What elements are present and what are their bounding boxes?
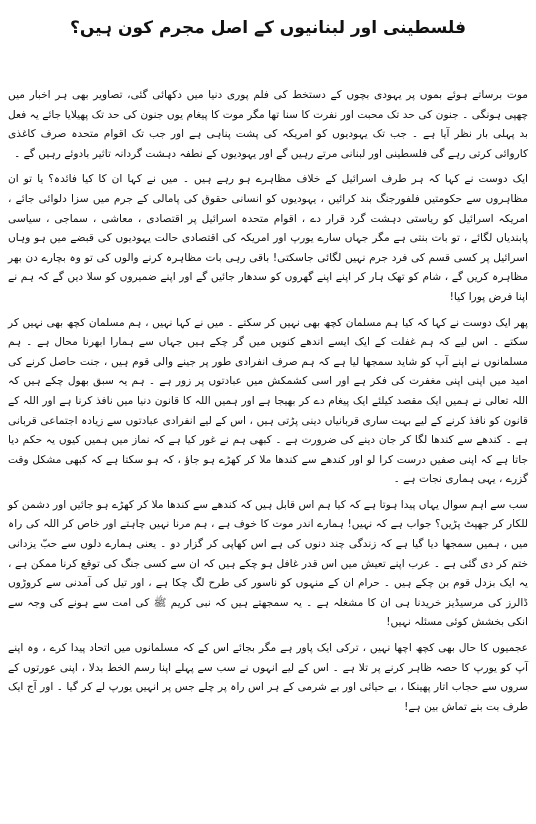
article-paragraph: موت برساتے ہوئے بموں پر یہودی بچوں کے دستخط کی فلم پوری دنیا میں دکھائی گئی، تصاویر بھی ہر اخبار میں چھپی ہونگی ۔ جنون کی حد تک محبت اور نفرت کا سنا تھا مگر موت کا پیغام یوں جنون کی حد تک پھیلایا جائے یہ فعل بد پہلی بار نظر آیا ہے ۔ جب تک یہودیوں کو امریکہ کی پشت پناہی ہے اور جب تک اقوام متحدہ صرف کاغذی کاروائی کرتی رہے گی فلسطینی اور لبنانی مرتے رہیں گے اور یہودیوں کے نطفہ دہشت گردانہ تاثیر بادوئے رہیں گے ۔ <box>8 89 528 160</box>
article-paragraph: سب سے اہم سوال یہاں پیدا ہوتا ہے کہ کیا ہم اس قابل ہیں کہ کندھے سے کندھا ملا کر کھڑے ہو جائیں اور دشمن کو للکار کر جھپٹ پڑیں؟ جواب ہے کہ نہیں! ہمارے اندر موت کا خوف ہے ، ہم مرنا نہیں چاہتے اور خاص کر اللہ کی راہ میں ، ہمیں سمجھا دیا گیا ہے کہ زندگی چند دنوں کی ہے اس کھاپی کر گزار دو ۔ یعنی ہمارے دلوں سے حبّ یزدانی ختم کر دی گئی ہے ۔ عرب اپنے تعیش میں اس قدر غافل ہو چکے ہیں کہ ان سے کسی جنگ کی توقع کرنا ممکن ہے ، یہ ایک بزدل قوم بن چکے ہیں ۔ حرام ان کے منہوں کو ناسور کی طرح لگ چکا ہے ، اور تیل کی آمدنی سے کروڑوں ڈالرز کی مرسیڈیز خریدنا ہی ان کا مشغلہ ہے ۔ یہ سمجھتے ہیں کہ نبی کریم ﷺ کی امت سے ہونے کی وجہ سے انکی بخشش کوئی مسئلہ نہیں! <box>8 498 528 629</box>
article-title: فلسطینی اور لبنانیوں کے اصل مجرم کون ہیں؟ <box>70 18 466 38</box>
article-paragraph: عجمیوں کا حال بھی کچھ اچھا نہیں ، ترکی ایک پاور ہے مگر بجائے اس کے کہ مسلمانوں میں اتحاد پیدا کرے ، وہ اپنے آپ کو یورپ کا حصہ ظاہر کرنے پر تلا ہے ۔ اس کے لیے انہوں نے سب سے پہلے اپنا رسم الخط بدلا ، اپنی عورتوں کے سروں سے حجاب اتار پھینکا ، بے حیائی اور بے شرمی کے ہر اس راہ پر چلے جس پر انہیں یورپ لے کر گیا ۔ اور آج ایک طرف بت بنے تماش بین ہے! <box>8 642 528 713</box>
article-paragraph: پھر ایک دوست نے کہا کہ کیا ہم مسلمان کچھ بھی نہیں کر سکتے ۔ میں نے کہا نہیں ، ہم مسلمان کچھ بھی نہیں کر سکتے ۔ اس لیے کہ ہم غفلت کے ایک ایسے اندھے کنویں میں گر چکے ہیں جہاں سے ہمارا ابھرنا محال ہے ۔ ہم مسلمانوں نے اپنے آپ کو شاید سمجھا لیا ہے کہ ہم صرف انفرادی طور پر جینے والی قوم ہیں ، جنت حاصل کرنے کی امید میں اپنی اپنی مغفرت کی فکر ہے اور اسی کشمکش میں عبادتوں پر زور ہے ۔ ہم یہ سبق بھول چکے ہیں کہ اللہ تعالی نے ہمیں ایک مقصد کیلئے ایک پیغام دے کر بھیجا ہے اور ہمیں اللہ کا قانون دنیا میں نافذ کرنا ہے اور اللہ کے قانون کو نافذ کرنے کے لیے بہت ساری قربانیاں دینی پڑتی ہیں ، اس کے لیے انفرادی عبادتوں سے زیادہ اجتماعی قربانی ہے ۔ کندھے سے کندھا لگا کر جان دینے کی ضرورت ہے ۔ کبھی ہم نے غور کیا ہے کہ نماز میں ہمیں کیوں یہ حکم دیا جاتا ہے کہ اپنی صفیں درست کرا لو اور کندھے سے کندھا ملا کر کھڑے ہو جاؤ ، کہ ہو سکتا ہے کہ کبھی مشکل وقت گزرے ، یہی ہماری نجات ہے ۔ <box>8 316 528 486</box>
article-page <box>8 8 528 818</box>
article-paragraph: ایک دوست نے کہا کہ ہر طرف اسرائیل کے خلاف مظاہرے ہو رہے ہیں ۔ میں نے کہا ان کا کیا فائدہ؟ یا تو ان مظاہروں سے حکومتیں فلفورجنگ بند کرائیں ، یہودیوں کو انسانی حقوق کی پامالی کے جرم میں سزا دلوائی جائے ، امریکہ اسرائیل کو ریاستی دہشت گرد قرار دے ، اقوام متحدہ اسرائیل پر اقتصادی ، معاشی ، سماجی ، سیاسی پابندیاں لگائے ، تو بات بنتی ہے مگر جہاں سارے یورپ اور امریکہ کی اقتصادی حالت یہودیوں کی قبضے میں ہو وہاں اسرائیل پر کسی قسم کی فرد جرم نہیں لگائی جاسکتی! باقی رہی بات مظاہرہ کرنے والوں کی تو وہ بچارے دن بھر مظاہرہ کریں گے ، شام کو تھک ہار کر اپنے اپنے گھروں کو سدھار جائیں گے اور اپنے ضمیروں کو سلا دیں گے کہ ہم نے اپنا فرض پورا کیا! <box>8 173 528 303</box>
